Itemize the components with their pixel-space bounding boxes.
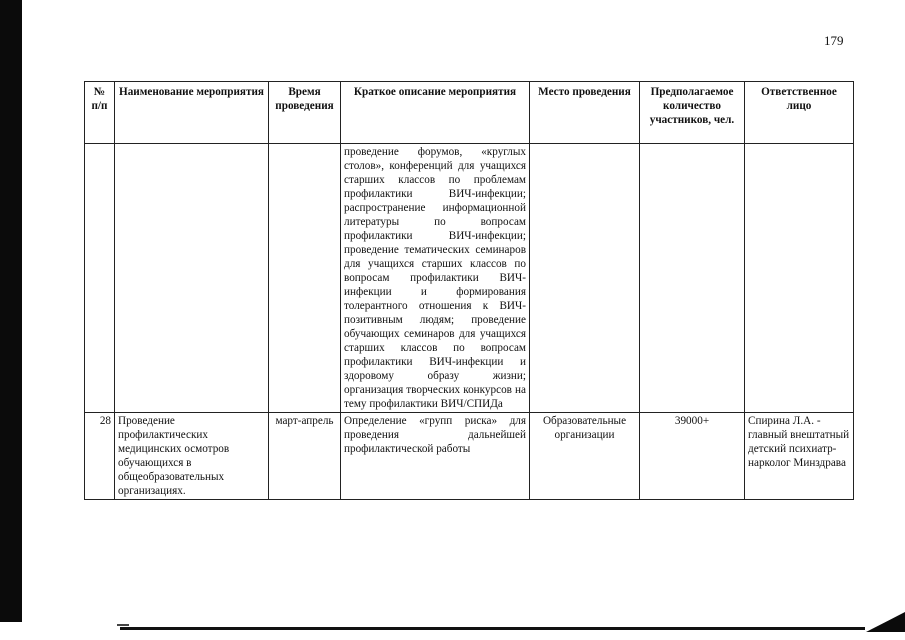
header-responsible: Ответственное лицо [745, 82, 854, 144]
header-participants: Предполагаемое количество участников, чел. [640, 82, 745, 144]
cell-responsible [745, 144, 854, 413]
cell-place: Образовательные организации [530, 413, 640, 500]
cell-participants [640, 144, 745, 413]
scan-bottom-edge [120, 627, 865, 630]
cell-participants: 39000+ [640, 413, 745, 500]
scan-edge-bar [0, 0, 22, 622]
cell-num [85, 144, 115, 413]
header-place: Место проведения [530, 82, 640, 144]
cell-num: 28 [85, 413, 115, 500]
cell-desc: Определение «групп риска» для проведения дальнейшей профилактической работы [341, 413, 530, 500]
cell-place [530, 144, 640, 413]
scan-corner-shadow [866, 612, 905, 632]
cell-desc: проведение форумов, «круглых столов», конференций для учащихся старших классов по проблемам профилактики ВИЧ-инфекции; распространение информационной литературы по вопросам профилактики ВИЧ-инфекции; проведение тематических семинаров для учащихся старших классов по вопросам профилактики ВИЧ-инфекции и формирования толерантного отношения к ВИЧ-позитивным людям; проведение обучающих семинаров для учащихся старших классов по вопросам профилактики ВИЧ-инфекции и здоровому образу жизни; организация творческих конкурсов на тему профилактики ВИЧ/СПИДа [341, 144, 530, 413]
page-number: 179 [824, 33, 844, 48]
table-row [85, 144, 854, 413]
header-time: Время проведения [269, 82, 341, 144]
header-num: № п/п [85, 82, 115, 144]
table-row [85, 413, 854, 500]
header-desc: Краткое описание мероприятия [341, 82, 530, 144]
scan-edge-mark [117, 624, 129, 626]
table-header-row [85, 82, 854, 144]
events-table [84, 81, 854, 500]
header-name: Наименование мероприятия [115, 82, 269, 144]
cell-name [115, 144, 269, 413]
cell-name: Проведение профилактических медицинских осмотров обучающихся в общеобразовательных организациях. [115, 413, 269, 500]
cell-time [269, 144, 341, 413]
cell-time: март-апрель [269, 413, 341, 500]
cell-responsible: Спирина Л.А. - главный внештатный детский психиатр-нарколог Минздрава [745, 413, 854, 500]
